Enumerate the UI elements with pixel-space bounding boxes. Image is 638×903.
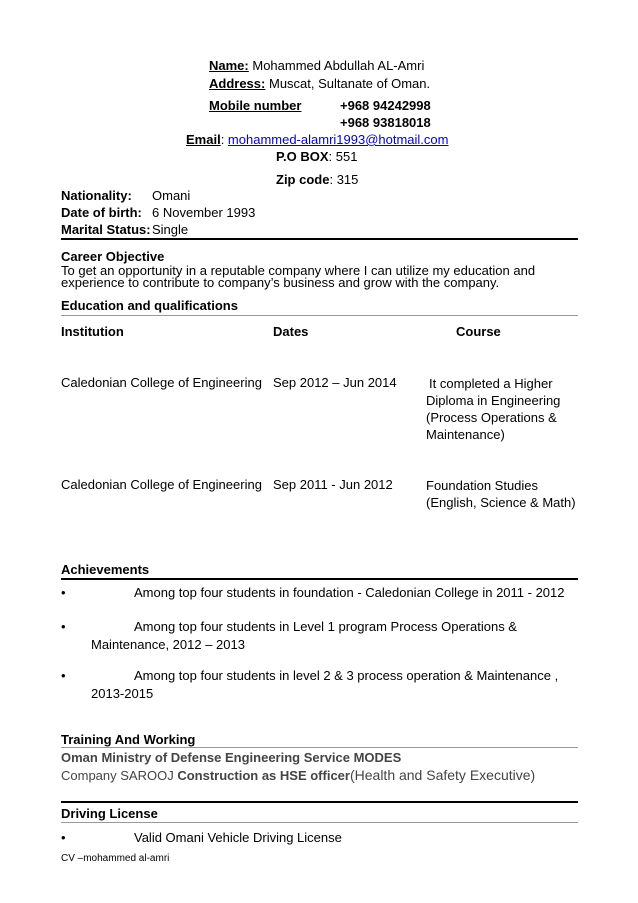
company-name: Company SAROOJ [61,768,178,783]
bullet-icon: • [61,668,66,683]
zip-line: Zip code: 315 [276,172,359,187]
edu-row-1-dates: Sep 2012 – Jun 2014 [273,375,397,390]
course-line: Maintenance) [426,427,505,442]
edu-row-2-course [426,477,576,511]
name-line [209,58,424,73]
career-text-2: experience to contribute to company’s business and grow with the company. [61,275,500,290]
dob-label: Date of birth: [61,205,142,220]
driving-heading: Driving License [61,806,158,821]
bullet-icon: • [61,585,66,600]
col-institution: Institution [61,324,124,339]
achievement-item-3: Among top four students in level 2 & 3 process operation & Maintenance , [134,668,559,683]
edu-row-1-institution: Caledonian College of Engineering [61,375,262,390]
career-heading: Career Objective [61,249,165,264]
email-label: Email [186,132,221,147]
achievements-heading: Achievements [61,562,150,577]
bullet-icon: • [61,830,66,845]
col-dates: Dates [273,324,309,339]
divider [61,315,578,316]
address-value: Muscat, Sultanate of Oman. [268,76,431,91]
job-title: Construction as HSE officer [177,768,350,783]
divider [61,578,578,580]
marital-label: Marital Status: [61,222,151,237]
course-line: Diploma in Engineering [426,393,561,408]
email-line: Email: mohammed-alamri1993@hotmail.com [186,132,449,147]
career-text-1: To get an opportunity in a reputable company where I can utilize my education and [61,263,536,278]
divider [61,238,578,240]
achievement-item-2: Among top four students in Level 1 program Process Operations & [134,619,517,634]
driving-item: Valid Omani Vehicle Driving License [134,830,342,845]
course-line: (English, Science & Math) [426,495,576,510]
footer-text: CV –mohammed al-amri [61,853,170,864]
edu-row-1-course [426,375,560,443]
name-label: Name: [209,58,249,73]
training-line-2 [61,767,535,783]
divider [61,747,578,748]
nationality-value: Omani [152,188,191,203]
edu-row-2-dates: Sep 2011 - Jun 2012 [273,477,393,492]
email-link[interactable]: mohammed-alamri1993@hotmail.com [227,132,449,147]
zip-label: Zip code [276,172,330,187]
zip-value: 315 [336,172,359,187]
achievement-item-2-cont: Maintenance, 2012 – 2013 [91,637,245,652]
bullet-icon: • [61,619,66,634]
edu-row-2-institution: Caledonian College of Engineering [61,477,262,492]
pobox-value: 551 [335,149,358,164]
nationality-label: Nationality: [61,188,132,203]
achievement-item-1: Among top four students in foundation - Caledonian College in 2011 - 2012 [134,585,565,600]
course-line: Foundation Studies [426,478,539,493]
job-description: (Health and Safety Executive) [349,767,536,783]
pobox-line: P.O BOX: 551 [276,149,358,164]
address-line [209,76,430,91]
training-line-1: Oman Ministry of Defense Engineering Service MODES [61,750,402,765]
course-line: It completed a Higher [429,376,553,391]
col-course: Course [456,324,501,339]
marital-value: Single [152,222,189,237]
divider [61,822,578,823]
achievement-item-3-cont: 2013-2015 [91,686,154,701]
mobile-number-1: +968 94242998 [340,98,431,113]
pobox-label: P.O BOX [276,149,329,164]
course-line: (Process Operations & [426,410,557,425]
address-label: Address: [209,76,266,91]
training-heading: Training And Working [61,732,196,747]
dob-value: 6 November 1993 [152,205,256,220]
mobile-label: Mobile number [209,98,302,113]
education-heading: Education and qualifications [61,298,238,313]
mobile-number-2: +968 93818018 [340,115,431,130]
name-value: Mohammed Abdullah AL-Amri [252,58,425,73]
divider [61,801,578,803]
